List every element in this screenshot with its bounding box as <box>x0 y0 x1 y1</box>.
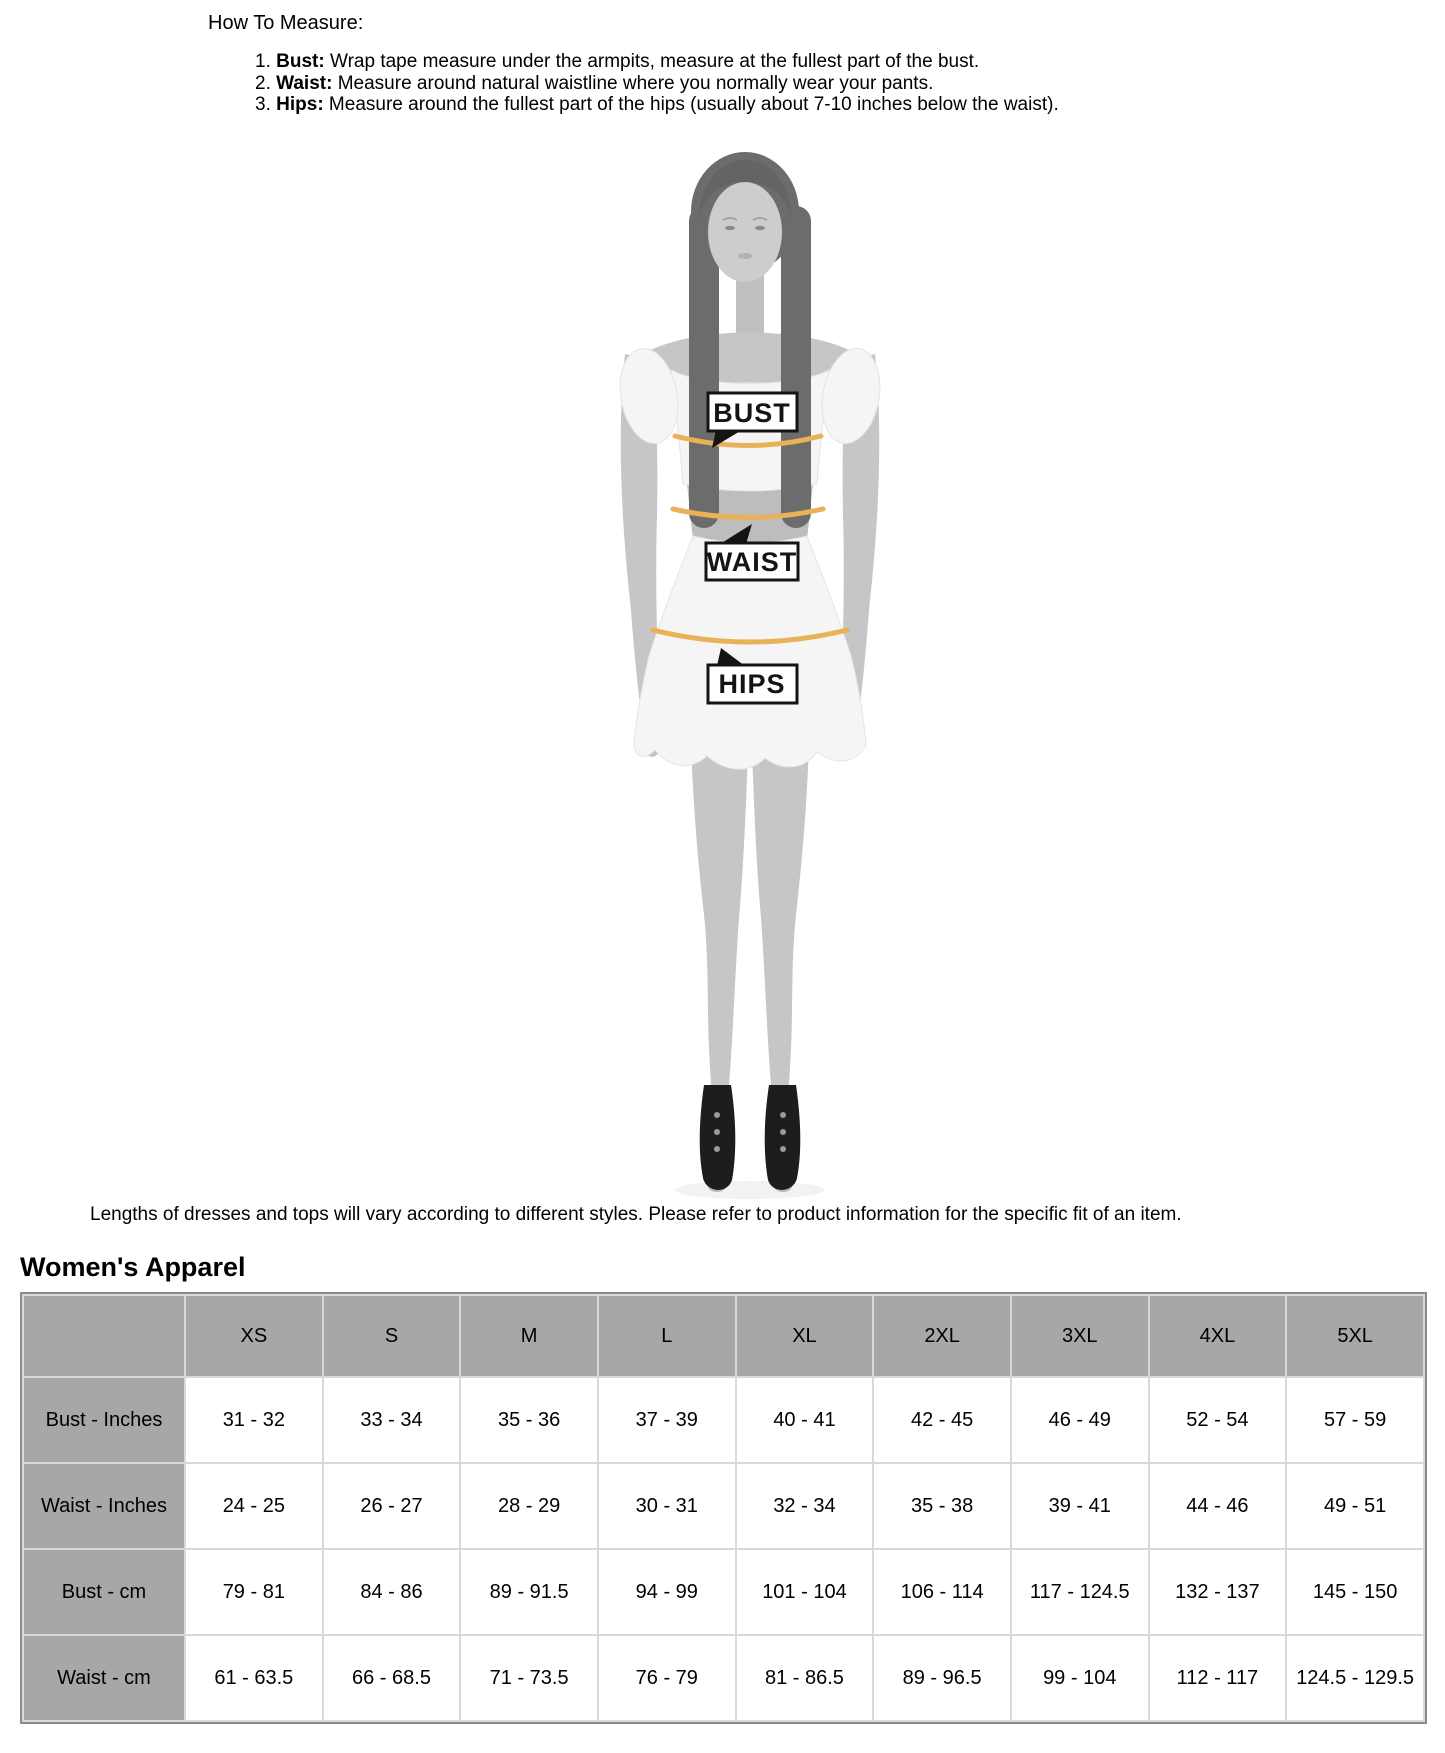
size-value: 57 - 59 <box>1287 1378 1423 1462</box>
waist-callout-label: WAIST <box>706 547 798 577</box>
size-column-header: XL <box>737 1296 873 1376</box>
hair-right-strand <box>781 206 811 528</box>
measurement-figure <box>555 140 945 1205</box>
size-value: 99 - 104 <box>1012 1636 1148 1720</box>
table-row-bust-cm <box>24 1550 1423 1634</box>
left-leg <box>691 740 748 1085</box>
size-value: 33 - 34 <box>324 1378 460 1462</box>
corner-cell <box>24 1296 184 1376</box>
lips <box>738 253 752 259</box>
row-label: Bust - cm <box>24 1550 184 1634</box>
size-value: 39 - 41 <box>1012 1464 1148 1548</box>
step-number: 3. <box>255 94 271 115</box>
row-label: Waist - Inches <box>24 1464 184 1548</box>
size-column-header: S <box>324 1296 460 1376</box>
measure-step-hips <box>255 94 1059 116</box>
size-value: 32 - 34 <box>737 1464 873 1548</box>
step-text: Measure around the fullest part of the hips (usually about 7-10 inches below the waist). <box>328 94 1059 115</box>
step-text: Measure around natural waistline where you normally wear your pants. <box>337 72 934 94</box>
size-value: 35 - 36 <box>461 1378 597 1462</box>
measurement-figure-illustration <box>555 140 945 1205</box>
shoe-detail <box>714 1112 720 1118</box>
fit-note: Lengths of dresses and tops will vary according to different styles. Please refer to product information for the specific fit of an item. <box>90 1204 1182 1225</box>
size-value: 112 - 117 <box>1150 1636 1286 1720</box>
size-value: 76 - 79 <box>599 1636 735 1720</box>
size-value: 46 - 49 <box>1012 1378 1148 1462</box>
size-value: 101 - 104 <box>737 1550 873 1634</box>
size-value: 81 - 86.5 <box>737 1636 873 1720</box>
shoe-detail <box>714 1146 720 1152</box>
size-value: 52 - 54 <box>1150 1378 1286 1462</box>
step-term: Hips: <box>276 94 324 115</box>
size-value: 66 - 68.5 <box>324 1636 460 1720</box>
table-row-waist-cm <box>24 1636 1423 1720</box>
size-value: 31 - 32 <box>186 1378 322 1462</box>
right-eye <box>755 226 765 230</box>
size-column-header: 5XL <box>1287 1296 1423 1376</box>
shoe-detail <box>780 1146 786 1152</box>
step-number: 1. <box>255 51 271 72</box>
size-value: 132 - 137 <box>1150 1550 1286 1634</box>
size-value: 24 - 25 <box>186 1464 322 1548</box>
size-value: 106 - 114 <box>874 1550 1010 1634</box>
step-text: Wrap tape measure under the armpits, measure at the fullest part of the bust. <box>329 51 980 72</box>
hips-callout-label: HIPS <box>718 669 786 699</box>
left-shoe <box>700 1085 736 1190</box>
size-value: 37 - 39 <box>599 1378 735 1462</box>
size-value: 26 - 27 <box>324 1464 460 1548</box>
step-term: Waist: <box>276 72 333 94</box>
size-value: 71 - 73.5 <box>461 1636 597 1720</box>
size-value: 145 - 150 <box>1287 1550 1423 1634</box>
size-value: 44 - 46 <box>1150 1464 1286 1548</box>
left-eye <box>725 226 735 230</box>
size-value: 94 - 99 <box>599 1550 735 1634</box>
table-row-waist-inches <box>24 1464 1423 1548</box>
step-number: 2. <box>255 72 271 94</box>
size-value: 28 - 29 <box>461 1464 597 1548</box>
right-shoe <box>765 1085 801 1190</box>
size-column-header: 4XL <box>1150 1296 1286 1376</box>
size-value: 49 - 51 <box>1287 1464 1423 1548</box>
right-leg <box>752 740 809 1085</box>
face <box>708 182 782 282</box>
size-value: 84 - 86 <box>324 1550 460 1634</box>
size-value: 30 - 31 <box>599 1464 735 1548</box>
shoe-detail <box>780 1112 786 1118</box>
size-value: 124.5 - 129.5 <box>1287 1636 1423 1720</box>
size-column-header: 2XL <box>874 1296 1010 1376</box>
step-term: Bust: <box>276 51 325 72</box>
size-value: 40 - 41 <box>737 1378 873 1462</box>
size-column-header: 3XL <box>1012 1296 1148 1376</box>
size-column-header: M <box>461 1296 597 1376</box>
size-chart-heading: Women's Apparel <box>20 1252 246 1282</box>
size-chart-table <box>20 1292 1427 1724</box>
table-row-bust-inches <box>24 1378 1423 1462</box>
bust-callout-label: BUST <box>713 398 791 428</box>
size-value: 89 - 96.5 <box>874 1636 1010 1720</box>
measure-step-waist <box>255 73 1059 95</box>
size-value: 35 - 38 <box>874 1464 1010 1548</box>
measure-step-bust <box>255 51 1059 73</box>
shoe-detail <box>714 1129 720 1135</box>
row-label: Waist - cm <box>24 1636 184 1720</box>
size-value: 79 - 81 <box>186 1550 322 1634</box>
measure-steps-list <box>255 51 1059 116</box>
size-value: 117 - 124.5 <box>1012 1550 1148 1634</box>
size-column-header: L <box>599 1296 735 1376</box>
size-column-header: XS <box>186 1296 322 1376</box>
floor-shadow <box>675 1181 825 1199</box>
size-value: 42 - 45 <box>874 1378 1010 1462</box>
shoe-detail <box>780 1129 786 1135</box>
size-value: 89 - 91.5 <box>461 1550 597 1634</box>
size-chart-header-row <box>24 1296 1423 1376</box>
size-value: 61 - 63.5 <box>186 1636 322 1720</box>
how-to-measure-heading: How To Measure: <box>208 12 364 34</box>
row-label: Bust - Inches <box>24 1378 184 1462</box>
